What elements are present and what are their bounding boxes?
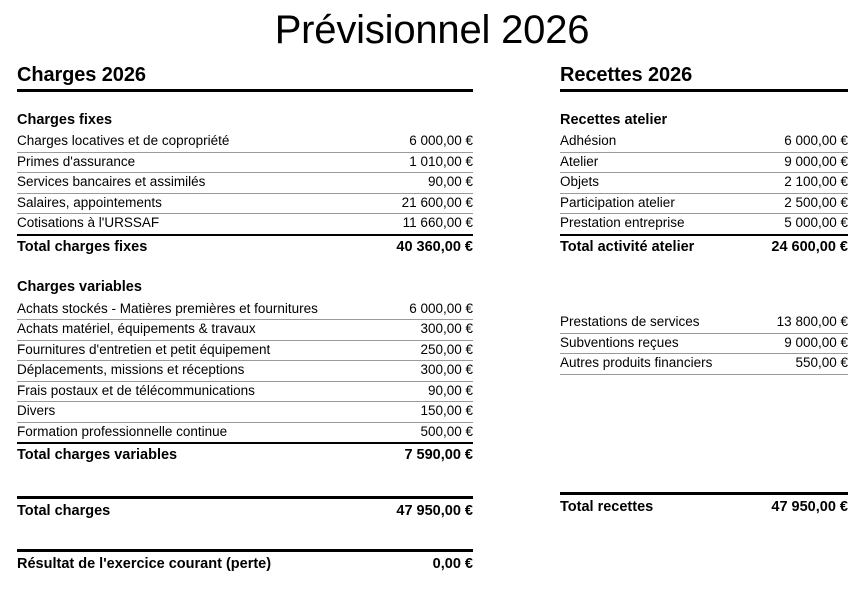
row-value: 21 600,00 € [350, 193, 473, 213]
recettes-heading: Recettes 2026 [560, 64, 848, 92]
row-label: Fournitures d'entretien et petit équipement [17, 340, 350, 360]
row-value: 6 000,00 € [350, 132, 473, 152]
row-value: 6 000,00 € [739, 132, 848, 152]
total-charges-row [17, 496, 473, 519]
charges-heading: Charges 2026 [17, 64, 473, 92]
spacer [560, 257, 848, 313]
charges-variables-title: Charges variables [17, 279, 142, 296]
row-value: 300,00 € [350, 320, 473, 340]
table-row [17, 320, 473, 340]
total-charges-value: 47 950,00 € [396, 502, 473, 519]
charges-column [17, 64, 473, 572]
row-label: Divers [17, 402, 350, 422]
row-label: Primes d'assurance [17, 152, 350, 172]
row-label: Participation atelier [560, 193, 739, 213]
total-label: Total charges fixes [17, 235, 350, 258]
total-label: Total activité atelier [560, 235, 739, 258]
row-label: Charges locatives et de copropriété [17, 132, 350, 152]
row-value: 300,00 € [350, 361, 473, 381]
table-row [560, 152, 848, 172]
resultat-value: 0,00 € [432, 555, 473, 572]
table-row [17, 402, 473, 422]
charges-fixes-title: Charges fixes [17, 112, 113, 128]
spacer [17, 519, 473, 549]
row-label: Services bancaires et assimilés [17, 173, 350, 193]
table-row [17, 152, 473, 172]
total-label: Total charges variables [17, 443, 350, 466]
table-row [17, 422, 473, 443]
row-label: Prestation entreprise [560, 214, 739, 235]
recettes-atelier-table [560, 132, 848, 257]
total-charges-label: Total charges [17, 502, 111, 519]
row-label: Objets [560, 173, 739, 193]
autres-recettes-table [560, 313, 848, 374]
total-row [17, 443, 473, 466]
table-row [560, 132, 848, 152]
row-value: 2 500,00 € [739, 193, 848, 213]
row-value: 90,00 € [350, 173, 473, 193]
total-value: 24 600,00 € [739, 235, 848, 258]
table-row [17, 340, 473, 360]
spacer [17, 257, 473, 279]
spacer [560, 375, 848, 492]
row-label: Déplacements, missions et réceptions [17, 361, 350, 381]
row-label: Adhésion [560, 132, 739, 152]
budget-columns [0, 64, 864, 572]
row-label: Achats stockés - Matières premières et fournitures [17, 300, 350, 320]
total-value: 40 360,00 € [350, 235, 473, 258]
row-label: Achats matériel, équipements & travaux [17, 320, 350, 340]
total-recettes-row [560, 492, 848, 515]
row-value: 9 000,00 € [739, 333, 848, 353]
table-row [17, 173, 473, 193]
row-value: 550,00 € [739, 354, 848, 374]
recettes-column [560, 64, 848, 515]
row-value: 11 660,00 € [350, 214, 473, 235]
table-row [17, 361, 473, 381]
row-value: 9 000,00 € [739, 152, 848, 172]
table-row [560, 173, 848, 193]
table-row [560, 333, 848, 353]
table-row [17, 193, 473, 213]
row-label: Frais postaux et de télécommunications [17, 381, 350, 401]
row-value: 5 000,00 € [739, 214, 848, 235]
spacer [17, 466, 473, 496]
total-recettes-value: 47 950,00 € [771, 498, 848, 515]
total-row [560, 235, 848, 258]
total-value: 7 590,00 € [350, 443, 473, 466]
row-label: Subventions reçues [560, 333, 739, 353]
row-value: 500,00 € [350, 422, 473, 443]
table-row [560, 214, 848, 235]
charges-variables-table [17, 300, 473, 466]
row-value: 1 010,00 € [350, 152, 473, 172]
table-row [560, 354, 848, 374]
table-row [17, 214, 473, 235]
row-label: Salaires, appointements [17, 193, 350, 213]
table-row [17, 381, 473, 401]
total-row [17, 235, 473, 258]
table-row [560, 313, 848, 333]
row-label: Atelier [560, 152, 739, 172]
row-value: 6 000,00 € [350, 300, 473, 320]
table-row [17, 300, 473, 320]
row-value: 2 100,00 € [739, 173, 848, 193]
page-title: Prévisionnel 2026 [274, 8, 590, 52]
row-label: Prestations de services [560, 313, 739, 333]
row-label: Cotisations à l'URSSAF [17, 214, 350, 235]
table-row [560, 193, 848, 213]
charges-fixes-table [17, 132, 473, 257]
recettes-atelier-title: Recettes atelier [560, 112, 668, 128]
row-label: Autres produits financiers [560, 354, 739, 374]
total-recettes-label: Total recettes [560, 498, 654, 515]
table-row [17, 132, 473, 152]
resultat-label: Résultat de l'exercice courant (perte) [17, 555, 272, 572]
row-value: 150,00 € [350, 402, 473, 422]
row-value: 13 800,00 € [739, 313, 848, 333]
row-label: Formation professionnelle continue [17, 422, 350, 443]
row-value: 90,00 € [350, 381, 473, 401]
resultat-row [17, 549, 473, 572]
row-value: 250,00 € [350, 340, 473, 360]
